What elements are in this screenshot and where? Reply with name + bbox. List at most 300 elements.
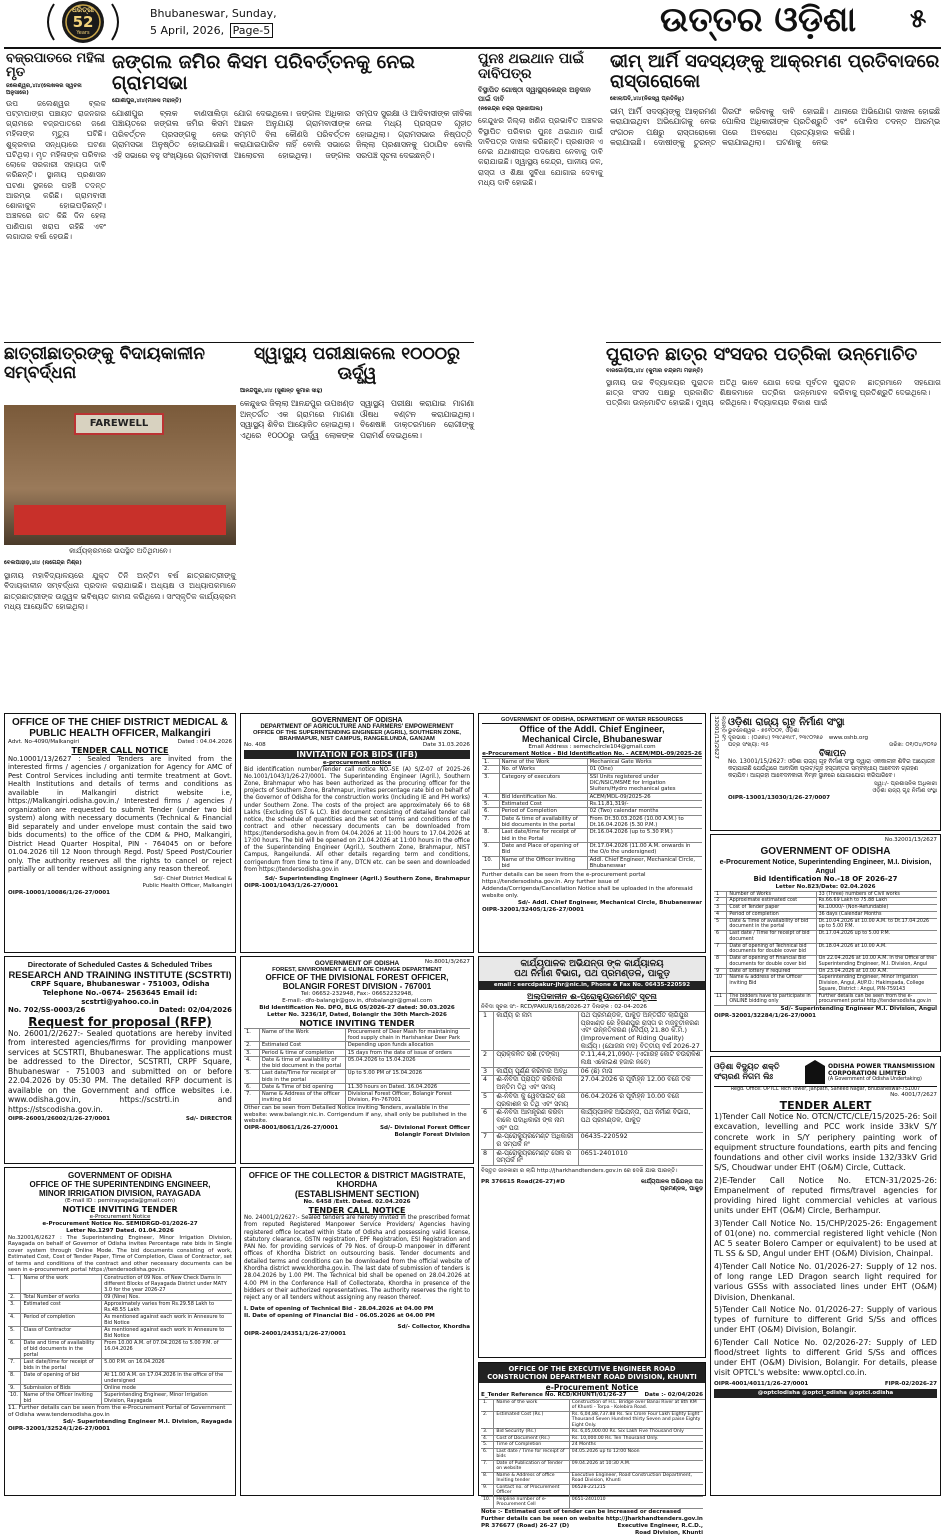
table-row [481,1133,703,1149]
notice-title: ଅଲ୍ପକାଳୀନ ଈ-ପ୍ରୋକ୍ୟୁରମେଣ୍ଟ ସୂଚନା [527,991,657,1001]
oipr-ref: OIPR-4001/4011/1/26-27/0001 [714,1380,809,1387]
story-forest-land [112,52,472,342]
photo-caption: କାର୍ଯ୍ୟକ୍ରମରେ ଉପସ୍ଥିତ ଅତିଥିମାନେ। [69,547,171,555]
oipr-ref: OIPR-32001/32284/1/26-27/0001 [714,1013,817,1020]
ad-pwd-pakur [478,956,706,1358]
table-cell: Contact no. of Procurement Officer [494,1485,569,1496]
table-cell: Name of the work [494,1400,569,1411]
ad-tel: Tel: 06652-232948, Fax:- 06652232948, [301,991,413,997]
table-cell: 09.04.2026 at 10:30 A.M. [571,1460,631,1466]
table-row [481,1109,703,1133]
table-row [8,1314,232,1327]
table-cell: 8 [714,956,727,968]
ad-gov: GOVERNMENT OF ODISHA [311,717,403,724]
table-cell: ଈ-ପ୍ରୋକ୍ୟୁରମେଣ୍ଟ ସେଲ ର ସମ୍ପର୍କ ନଂ [494,1150,578,1165]
table-row [481,1412,703,1430]
table-row [481,1497,703,1509]
tender-table [479,1011,705,1166]
table-cell: 7. [8,1359,21,1371]
notice-foot: ବିସ୍ତୃତ ଜାନକାରୀ ର ଲାଗି http://jharkhandtenders.gov.in ରେ ଦେଖି ଯାଇ ପାରନ୍ତି। [481,1168,678,1175]
table-cell: 06 (ଛ) ମାସ [580,1066,613,1075]
masthead-city-date: Bhubaneswar, Sunday, [150,7,277,20]
table-cell: 27.04.2026 ର ପୂର୍ବାହ୍ନ 12.00 ବଜେ ତକ [580,1075,691,1084]
signature: Sd/- DIRECTOR [185,1116,232,1123]
ad-phone: Telephone No.-0674- 2563645 Email id: scstrti@yahoo.co.in [42,988,198,1006]
notice-body: No. 24001/2/2627:- Sealed tenders are hereby invited in the prescribed format from reputed Registered Manpower Service Providers/ Agencies having registered office located within State of Odisha and possessing valid license, statutory clearance, GSTN registration, EPF Registration, ESI Registration and PAN No. for providing services of 79 Nos. of Group-D manpower in different offices of Khordha District on outsourcing basis. Tender documents and detailed terms and conditions can be downloaded from the official website of Khordha district www.khordha.gov.in. The last date of submission of tenders is 28.04.2026 by 1.00 PM. The Technical bid shall be opened on 28.04.2026 at 4.00 PM in the Conference Hall of Collectorate, Khordha in presence of the bidders or their authorized representatives. The authority reserves the right to reject any or all tenders without assigning any reason thereof. [244,1214,470,1302]
notice-body: No.10001/13/2627 : Sealed Tenders are invited from the interested firms / agencies / organization for Agency for AMC of Pest Control Services including anti termite treatment at Govt. Health Institutions and details of terms and conditions as available in Malkangiri district website i.e, https://Malkangiri.odisha.gov.in./ Interested firms / agencies / organization are requested to submit Tender (under two bid system) along with necessary documents (Technical & Financial Bid separately and under envelope must contain the said two bids documents) to the office of the CDM & PHO, Malkangiri, District Head Quarter Hospital, PIN - 764045 on or before 01.04.2026 till 12 Noon through Regd. Post/ Speed Post/Courier only. The authority reserves all the rights to cancel or reject partially or all tender without assigning any reason thereof. [8,754,232,874]
table-cell: Date & Time of bid opening [260,1084,346,1090]
masthead [0,0,945,44]
table-row [481,1473,703,1485]
oipr-ref: OIPR-8001/8061/1/26-27/0001 [244,1125,339,1132]
table-cell: Dt.18.04.2026 at 10.00 A.M. [818,943,887,949]
story-farewell [4,345,236,711]
oipr-ref: OIPR-32001/32524/1/26-27/0001 [8,1425,111,1432]
ad-scstrti [4,956,236,1164]
signature: Sd/- Addl. Chief Engineer, Mechanical Circle, Bhubaneswar [517,900,702,907]
table-cell: 7. [481,1461,494,1472]
bid-id: Bid Identification No. DFO, BLG 05/2026-27 dated: 30.03.2026 [259,1004,455,1011]
ad-rcd-khunti [478,1362,706,1536]
bid-id: e-Procurement Notice No. SEMIDRGD-01/2026-27 [42,1220,198,1227]
table-cell: Bid Security (Rs.) [494,1429,569,1435]
table-cell: 9. [8,1385,21,1391]
table-cell: As mentioned against each work in Annexure to Bid Notice [104,1326,225,1339]
masthead-rule [4,47,941,49]
table-row [8,1385,232,1392]
table-cell: Bid Identification No. [500,794,588,800]
ad-phone: ଦୂରଭାଷ : (୦୬୭୪) ୨୩୯୬୩୯୮, ୨୩୯୦୨୭୬ [728,734,823,741]
ad-office: OFFICE OF THE SUPERINTENDING ENGINEER (AGRIL), SOUTHERN ZONE, BRAHMAPUR, NIST CAMPUS, RANGEILUNDA, GANJAM [252,730,462,742]
tender-table [482,758,702,871]
farewell-banner: FAREWELL [74,413,164,435]
ad-no: No. 4001/7/2627 [890,1092,937,1098]
story-subhead: ବିସ୍ଥାପିତ ଗୋଷ୍ଠୀ ସ୍ୱାସ୍ଥ୍ୟକେନ୍ଦ୍ର ଅନୁଦାନ ପାଇଁ ଦାବି [478,85,591,103]
story-health-camp [240,345,474,711]
table-cell: Date of opening of bid [21,1372,102,1384]
table-cell: Name of the Work [260,1029,346,1041]
story-body: ସ୍ଥାନୀୟ ମହାବିଦ୍ୟାଳୟରେ ଯୁକ୍ତ ତିନି ଅନ୍ତିମ ବର୍ଷ ଛାତ୍ରଛାତ୍ରୀଙ୍କୁ ବିଦାୟକାଳୀନ ସମ୍ବର୍ଦ୍ଧନା ପ୍ରଦାନ କରାଯାଇଛି। ଅଧ୍ୟକ୍ଷ ଓ ଅଧ୍ୟାପକମାନେ ଛାତ୍ରଛାତ୍ରୀଙ୍କ ଉଜ୍ଜ୍ୱଳ ଭବିଷ୍ୟତ କାମନା କରିଥିଲେ। ସାଂସ୍କୃତିକ କାର୍ଯ୍ୟକ୍ରମ ମଧ୍ୟ ଆୟୋଜିତ ହୋଇଥିଲା। [4,571,236,611]
table-cell: Superintending Engineer, Minor Irrigation Division, Angul, At/P.O.: Hakimpada, College Square, District : Angul, PIN-759143 [818,975,925,992]
table-cell: 01 (One) [589,766,613,773]
table-cell: 5. [481,1442,494,1448]
section-title: ଉତ୍ତର ଓଡ଼ିଶା [660,0,857,40]
ad-title: PUBLIC HEALTH OFFICER, Malkangiri [29,728,211,739]
anniversary-badge [40,0,126,44]
letter-date: ତାରିଖ: ୦୧/୦୪/୨୦୨୬ [888,741,937,748]
table-row [714,919,937,932]
ad-web: www.oshb.org [828,734,869,741]
story-lightning [6,52,106,342]
ad-collector-khordha [240,1167,474,1496]
table-cell: No. of Works [500,766,588,772]
table-cell: 8. [8,1372,21,1384]
table-cell: 2 [714,898,727,904]
story-dateline: ଜଲେଶ୍ୱର,୪ା୪(ଲେଖକର ସ୍ୱଚନା ଅନୁସାରେ) [6,82,82,96]
tender-item: 1)Tender Call Notice No. OTCN/CTC/CLE/15/2025-26: Soil excavation, levelling and PCC work inside 33kV S/Y concrete work in S/Y periphery painting work of equipment structure foundations, earth pits and fencing foundations and other civil works inside 132/33kV Grid S/S, Choudwar under EHT (O&M) Circle, Cuttack. [714,1111,937,1173]
table-cell: 1 [481,1012,494,1050]
table-cell: 33 (Three) numbers of Civil works [818,891,900,897]
ad-title: OFFICE OF THE EXECUTIVE ENGINEER ROAD CONSTRUCTION DEPARTMENT ROAD DIVISION, KHUNTI [479,1363,705,1383]
table-cell: Name & address of the Officer inviting Bid [727,975,816,992]
story-body: ସ୍ଥାନୀୟ ଉଚ୍ଚ ବିଦ୍ୟାଳୟର ପୁରାତନ ଛାତ୍ର ସଂସଦ ପକ୍ଷରୁ ପ୍ରକାଶିତ ପତ୍ରିକା ଉନ୍ମୋଚିତ ହୋଇଛି। ମୁଖ୍ୟ ଅତିଥି ଭାବେ ଯୋଗ ଦେଇ ପୂର୍ବତନ ଶିକ୍ଷକମାନେ ପତ୍ରିକା ଉନ୍ମୋଚନ କରିଥିଲେ। ବିଦ୍ୟାଳୟର ବିକାଶ ପାଇଁ ପୁରାତନ ଛାତ୍ରମାନେ ସହଯୋଗ କରିବାକୁ ପ୍ରତିଶ୍ରୁତି ଦେଇଥିଲେ। [606,377,941,408]
ad-mi-rayagada [4,1167,236,1496]
table-cell: 06528-221215 [571,1484,606,1490]
table-cell: Construction of 09 Nos. of New Check Dams in different Blocks of Rayagada District under MATY 3.0 for the year 2026-27 [104,1274,227,1293]
table-cell: Date of lottery if required [727,969,816,975]
table-row [482,801,702,808]
table-cell: 0651-2401010 [571,1496,606,1502]
table-cell: 1. [8,1275,21,1293]
table-cell: Last date / Time for receipt of bids [494,1449,569,1460]
ad-title: BOLANGIR FOREST DIVISION - 767001 [282,982,432,991]
table-row [482,829,702,843]
table-row [482,794,702,801]
signature: Sd/- Collector, Khordha [397,1323,470,1330]
table-cell: 4. [8,1314,21,1326]
table-row [714,994,937,1007]
table-cell: Cost of Document (Rs.) [494,1436,569,1442]
table-cell: 3. [244,1050,260,1056]
table-cell: Addl. Chief Engineer, Mechanical Circle, Bhubaneswar [589,856,696,870]
table-cell: Dt.10.04.2026 at 10.00 A.M. to Dt.17.04.2026 up to 5.00 P.M. [818,918,930,930]
table-row [244,1057,470,1070]
table-cell: Total Number of works [21,1294,102,1300]
table-cell: Construction of H.L. Bridge over Banai River at 8th KM of Khunti - Torpa - Kolebira Road. [571,1399,697,1411]
table-cell: 7. [244,1091,260,1103]
table-cell: Name of the Officer inviting bid [500,857,588,870]
ad-dept: DEPARTMENT OF AGRICULTURE AND FARMERS' EMPOWERMENT [260,724,454,730]
signature: Sd/- Divisional Forest Officer Bolangir Forest Division [380,1125,470,1139]
table-cell: Approximately varies from Rs.29.58 Lakh to Rs.48.55 Lakh [104,1300,214,1313]
ad-title: OFFICE OF THE SUPERINTENDING ENGINEER, [29,1180,211,1189]
tender-item: 5)Tender Call Notice No. 01/2026-27: Supply of various types of furniture to different Grid S/Ss and offices under EHT (O&M) Division, Bolangir. [714,1304,937,1335]
table-cell: 1. [481,1400,494,1411]
tender-item: 4)Tender Call Notice No. 01/2026-27: Supply of 12 nos. of long range LED Dragon search light required for various GSSs with associated lines under EHT (O&M) Division, Dhenkanal. [714,1261,937,1302]
ad-email: email : eercdpakur-jhr@nic.in, Phone & Fax No. 06435-220592 [479,981,705,990]
table-cell: 9. [481,1485,494,1496]
badge-bottom: Years [76,30,90,36]
table-cell: Name of the Work [500,759,588,765]
table-cell: 5 [481,1093,494,1108]
bid-id: Bid Identification No.-18 OF 2026-27 [753,875,898,883]
story-headline: ସ୍ୱାସ୍ଥ୍ୟ ପରୀକ୍ଷାକଲେ ୧୦୦୦ରୁ ଊର୍ଦ୍ଧ୍ୱ [254,344,460,384]
table-cell: 15 days from the date of issue of orders [347,1049,452,1056]
table-cell: 9. [482,843,500,856]
table-cell: Name of the Officer inviting bid [21,1392,102,1404]
table-cell: କାର୍ଯ୍ୟ ର ନାମ [494,1012,578,1050]
tender-item: 6)Tender Call Notice No. 02/2026-27: Supply of LED flood/street lights to different Grid S/Ss and offices under EHT (O&M) Division, Bolangir. For details, please visit OPTCL's website: www.optcl.co.in. [714,1337,937,1378]
table-cell: Date of Publication of Tender on website [494,1461,569,1472]
story-dateline: ଆନନ୍ଦପୁର,୪ା୪ (ସୁଶାନ୍ତ କୁମାର ସାହୁ) [240,388,323,395]
ref-no: No.32001/13/2627 [884,837,937,843]
table-row [8,1301,232,1314]
table-cell: 2 [481,1051,494,1066]
table-row [481,1449,703,1461]
ad-email: (E-mail ID : pemirayagada@gmail.com) [64,1198,176,1204]
tender-no: ନିବିଦା ସୂଚନା ସଂ:- RCD/PAKUR/168/2026-27 ଦିନାଙ୍କ : 02-04-2026 [481,1003,647,1010]
table-cell: 04.05.2026 up to 12:00 Noon [571,1448,640,1454]
ad-no: No. 702/SS-0003/26 [8,1006,86,1015]
table-row [714,931,937,944]
optcl-odia-name: ସଂଚାରଣ ନିଗମ ଲିଃ [714,1072,774,1081]
table-row [482,808,702,815]
table-cell: Last date/time for receipt of bids in the portal [21,1359,102,1371]
ad-forest-bolangir [240,956,474,1164]
table-cell: 6 [481,1109,494,1132]
table-cell: 24 Months [571,1442,596,1448]
date-tech: I. Date of opening of Technical Bid - 28.04.2026 at 04.00 PM [244,1305,434,1312]
signature: Public Health Officer, Malkangiri [142,882,232,889]
table-cell: 36 days (Calendar Months [818,911,882,917]
story-headline: ଭୀମ୍ ଆର୍ମି ସଦସ୍ୟଙ୍କୁ ଆକ୍ରମଣ ପ୍ରତିବାଦରେ ରାସ୍ତାରୋକୋ [610,51,940,92]
ad-contact [728,735,937,742]
story-body: ଭୀମ୍ ଆର୍ମି ସଦସ୍ୟଙ୍କୁ ଆକ୍ରମଣ କରାଯାଇଥିବା ଅଭିଯୋଗକୁ ନେଇ ସଂଗଠନ ପକ୍ଷରୁ ରାସ୍ତାରୋକୋ କରାଯାଇଛି। ଦୋଷୀଙ୍କୁ ତୁରନ୍ତ ଗିରଫ କରିବାକୁ ଦାବି ହୋଇଛି। ପୋଲିସ ଅଧିକାରୀଙ୍କ ପ୍ରତିଶ୍ରୁତି ପରେ ଅବରୋଧ ପ୍ରତ୍ୟାହାର କରାଯାଇଥିଲା। ଘଟଣାକୁ ନେଇ ଥାନାରେ ଅଭିଯୋଗ ଦାଖଲ ହୋଇଛି ଏବଂ ପୋଲିସ ତଦନ୍ତ ଆରମ୍ଭ କରିଛି। [610,106,940,148]
table-cell: Last date / Time for receipt of bid document [727,931,816,943]
ad-gov: GOVERNMENT OF ODISHA [314,960,400,967]
table-cell: 7 [481,1133,494,1148]
tender-table [479,1399,705,1509]
story-headline: ପୁନଃ ଥଇଥାନ ପାଇଁ ଦାବିପତ୍ର [478,51,585,83]
letter-no: Letter No.823/Date: 02.04.2026 [775,883,876,890]
table-cell: Estimated Cost [500,801,588,807]
ad-email: Email Address : semechcircle104@gmail.com [528,744,656,750]
tender-list [714,1112,937,1379]
table-row [714,975,937,993]
table-cell: ଟ.11,44,21,090/- (ଏଗାରହ କୋଟି ଚଉରାଳିଶ ଲକ୍ଷ ଏକୋଇଶ ହଜାର ନବେ) [580,1050,701,1067]
story-road-block [610,52,940,342]
oipr-ref: OIPR-1001/1043/1/26-27/0001 [244,882,339,889]
story-dateline: (ନରେନ୍ଦ୍ର ଚନ୍ଦ୍ର ପ୍ରଜାପାଲ) [478,106,543,113]
ref-no: ଲାସନ୍ତି ନଂ: 32001/13/2627 [712,716,726,759]
table-cell: 2. [482,766,500,772]
table-row [482,759,702,766]
ad-title: RESEARCH AND TRAINING INSTITUTE (SCSTRTI) [8,969,232,980]
table-cell: ଈ-ପ୍ରୋକ୍ୟୁରମେଣ୍ଟ ଅଧିକାରୀ ର ସମ୍ପର୍କ ନଂ [494,1133,578,1148]
notice-title: e-Procurement Notice [545,1383,639,1392]
ad-dept: FOREST, ENVIRONMENT & CLIMATE CHANGE DEPARTMENT [272,967,442,973]
notice-foot: Further details can be seen from the e-procurement portal https://tendersodisha.gov.in. Any further issue of Addenda/Corrigenda/Cancellation Notice shall be uploaded in the aforesaid website only. [482,872,693,900]
ad-mi-angul [710,834,941,1052]
note: Note :- Estimated cost of tender can be increased or decreased [481,1508,681,1515]
notice-title: TENDER CALL NOTICE [71,745,169,755]
table-cell: 5. [244,1070,260,1082]
tender-table [8,1274,232,1405]
notice-foot: 11. Further details can be seen from the e-Procurement Portal of Government of Odisha www.tendersodisha.gov.in [8,1404,226,1418]
table-cell: Class of Contractor [21,1327,102,1339]
tender-ref: E_Tender Reference No. RCD/KHUNTI/01/26-27 [481,1392,627,1398]
oipr-ref: OIPR-24001/24351/1/26-27/0001 [244,1330,347,1337]
table-cell: 5. [482,801,500,807]
table-cell: 10. [481,1497,494,1508]
table-cell: Rs.10000/- (Non-Refundable) [818,905,889,911]
advt-no: Advt. No-4090/Malkangiri [8,739,80,745]
table-cell: Period of Completion [500,808,588,814]
table-cell: Rs. 6,05,000.00 Rs. Six Lakh Five Thousand Only [571,1429,684,1435]
note: Further details can be seen on website http://jharkhandtenders.gov.in [481,1515,703,1522]
table-row [8,1275,232,1294]
table-row [8,1340,232,1359]
ad-title: OFFICE OF THE DIVISIONAL FOREST OFFICER, [265,973,449,982]
table-cell: 3. [482,774,500,793]
table-cell: Helpline number of e-Procurement Cell [494,1497,569,1508]
table-row [714,905,937,912]
table-cell: Mechanical Gate Works [589,758,652,765]
social-handles: @optclodisha @optcl_odisha @optcl.odisha [714,1389,937,1398]
table-cell: 7. [482,816,500,829]
table-cell: 8 [481,1150,494,1165]
table-cell: Divisional Forest Officer, Bolangir Forest Division, Pin-767001 [347,1091,452,1104]
table-cell: କାର୍ଯ୍ୟପାଳକ ଅଭିଯନ୍ତା, ପଥ ନିର୍ମାଣ ବିଭାଗ, ପଥ ପ୍ରମଣ୍ଡଳ, ପାକୁଡ଼ [580,1108,691,1124]
pr-ref: PR 376677 (Road) 26-27 (D) [481,1522,570,1529]
table-cell: 1 [714,892,727,898]
notice-title: TENDER CALL NOTICE [308,1205,406,1215]
signature: କାର୍ଯ୍ୟପାଳକ ଅଭିଯନ୍ତା ପଥ ପ୍ରମଣ୍ଡଳ, ପାକୁଡ଼ [640,1179,703,1192]
ad-gov: GOVERNMENT OF ODISHA [760,846,891,857]
table-cell: 4 [481,1076,494,1091]
notice-title: NOTICE INVITING TENDER [62,1204,178,1214]
table-cell: Time of Completion [494,1442,569,1448]
table-cell: Further details can be seen from the e-procurement portal http://tendersodisha.gov.in [818,993,932,1005]
tender-date: Date :- 02/04/2026 [644,1392,703,1398]
table-row [244,1070,470,1083]
table-cell: Procurement of Deer Mash for maintaining food supply chain in Harishankar Deer Park [347,1028,460,1042]
table-cell: Last date/time for receipt of bid in the Portal [500,829,588,842]
table-cell: Depending upon funds allocation [347,1042,434,1049]
table-cell: Submission of Bids [21,1385,102,1391]
signature: Sd/- Chief District Medical & [153,875,232,882]
story-body: କେନ୍ଦୁଝର ଜିଲ୍ଲା ଆନନ୍ଦପୁର ଉପଖଣ୍ଡ ଅନ୍ତର୍ଗତ ଏକ ଗ୍ରାମରେ ମାଗଣା ସ୍ୱାସ୍ଥ୍ୟ ଶିବିର ଆୟୋଜିତ ହୋଇଥିଲା। ଏଥିରେ ୧୦୦୦ରୁ ଊର୍ଦ୍ଧ୍ୱ ଲୋକଙ୍କ ସ୍ୱାସ୍ଥ୍ୟ ପରୀକ୍ଷା କରାଯାଇ ମାଗଣା ଔଷଧ ବଣ୍ଟନ କରାଯାଇଥିଲା। ବିଶେଷଜ୍ଞ ଡାକ୍ତରମାନେ ରୋଗୀଙ୍କୁ ପରାମର୍ଶ ଦେଇଥିଲେ। [240,399,474,440]
table-cell: At 11.00 A.M. on 17.04.2026 in the office of the undersigned [104,1371,224,1384]
notice-title: ବିଜ୍ଞାପନ [819,748,846,759]
ad-title: Directorate of Scheduled Castes & Scheduled Tribes [27,960,213,969]
table-cell: 2. [8,1294,21,1300]
optcl-odia-name: ଓଡ଼ିଶା ବିଦ୍ୟୁତ ଶକ୍ତି [714,1062,780,1071]
table-cell: Date & time of availability of the bid document in the portal [260,1057,346,1069]
table-row [8,1359,232,1372]
table-cell: 4. [244,1057,260,1069]
ad-gov: GOVERNMENT OF ODISHA, DEPARTMENT OF WATER RESOURCES [482,717,702,724]
notice-body: No. 26001/2/2627:- Sealed quotations are hereby invited from interested agencies/firms for providing manpower services at SCSTRTI, Bhubaneswar. The applications must be addressed to the Director, SCSTRTI, CRPF Square, Bhubaneswar - 751003 and submitted on or before 22.04.2026 by 05:30 PM. The detailed RFP document is available on the Government and office websites i.e. www.odisha.gov.in, https://scstrti.in and https://stscodisha.gov.in. [8,1029,232,1114]
table-cell: Approximate estimated cost [727,898,816,904]
signature: ଓଡ଼ିଶା ରାଜ୍ୟ ଗୃହ ନିର୍ମାଣ ସଂସ୍ଥା [872,787,937,794]
ad-title: e-Procurement Notice, Superintending Engineer, M.I. Division, Angul [719,857,932,875]
table-row [481,1012,703,1051]
letter-no: ପତ୍ର ସଂଖ୍ୟା: ୩୫ [728,741,769,748]
bid-id: e-Procurement Notice - Bid Identification No. - ACEM/MDL-09/2025-26 [482,750,702,757]
ad-cdmo-malkangiri [4,713,236,953]
table-cell: 0651-2401010 [580,1148,628,1157]
table-cell: Last date/Time for receipt of bids in the portal [260,1070,346,1082]
ad-title: OFFICE OF THE CHIEF DISTRICT MEDICAL & [12,717,228,728]
table-cell: Date and Place of opening of Bid [500,843,588,856]
table-cell: 3 [714,905,727,911]
table-row [8,1392,232,1405]
ad-no: No. 6458 /Estt. Dated. 02.04.2026 [303,1199,411,1205]
table-cell: SSI Units registered under DIC/NSIC/MSME for Irrigation Sluiters/Hydro mechanical gates [589,773,676,793]
tender-item: 2)E-Tender Call Notice No. ETCN-31/2025-26: Empanelment of reputed firms/travel agencies for providing hired light commercial vehicles at various units under EHT (O&M) Circle, Berhampur. [714,1175,937,1216]
table-cell: 10 [714,975,727,992]
table-row [244,1091,470,1104]
story-dateline: ଝୋଲାପଦି,୪ା୪(ନିଜସ୍ୱ ପ୍ରତିନିଧି) [610,95,685,102]
table-row [244,1084,470,1091]
ad-optcl [710,1056,941,1496]
table-cell: Estimated cost [21,1301,102,1313]
table-row [8,1327,232,1340]
letter-no: Letter No.1297 Dated. 01.04.2026 [66,1227,174,1234]
table-cell: 1. [482,759,500,765]
table-cell: 7 [714,944,727,956]
notice-title: INVITATION FOR BIDS (IFB) [244,750,470,759]
table-cell: ପଥ ପ୍ରମଣ୍ଡଳ, ପାକୁଡ଼ ଅନ୍ତର୍ଗତ ଲାଗିପୁର ପ୍ରଖଣ୍ଡ ରେ ହିରଣପୁର ରାସ୍ତା ର ମଜବୁତୀକରଣ ଏବଂ ଉନ୍ନତିକରଣ (ଦୈର୍ଘ୍ୟ 21.80 କି.ମି.) (Improvement of Riding Quality) କାର୍ଯ୍ୟ। (ଯୋଜନା ମଦ) ବିତ୍ତୀୟ ବର୍ଷ 2026-27 [580,1010,700,1050]
table-cell: 5 [714,919,727,931]
optcl-name: CORPORATION LIMITED [828,1069,907,1077]
table-row [8,1372,232,1385]
tender-table [714,891,937,1007]
table-cell: Date & Time of availability of bid document in the portal [727,919,816,931]
table-cell: ACEM/MDL-09/2025-26 [589,793,651,800]
table-cell: କାର୍ଯ୍ୟ ପୂର୍ଣ୍ଣ କରିବାର ଅବଧି [494,1068,578,1076]
date-fin: II. Date of opening of Financial Bid - 06.05.2026 at 04.00 PM [244,1312,435,1319]
table-cell: 4 [714,912,727,918]
ref-no: No.8001/3/2627 [424,959,470,965]
table-cell: Dt.17.04.2026 (11.00 A.M. onwards in the O/o the undersigned) [589,843,691,856]
table-cell: 2. [481,1412,494,1429]
notice-title: NOTICE INVITING TENDER [299,1018,415,1028]
table-row [482,857,702,871]
table-cell: Date of opening of Technical bid documents for double cover bid [727,944,816,956]
notice-sub: e-Procurement Notice [89,1213,151,1220]
advt-date: Dated : 04.04.2026 [177,739,232,745]
masthead-date [150,24,273,37]
table-cell: 2. [244,1042,260,1048]
table-cell: 06.04.2026 ର ପୂର୍ବାହ୍ନ 10.00 ବଜେ [580,1091,680,1100]
table-cell: Estimated Cost [260,1042,346,1048]
tender-item: 3)Tender Call Notice No. 15/CHP/2025-26: Engagement of 01(one) no. commercial registered light vehicle (Non AC 5 seater Bolero Camper or equivalent) to be used at TL SS & SD, Angul under EHT (O&M) Division, Chainpal. [714,1218,937,1259]
table-cell: 4. [482,794,500,800]
ad-address: CRPF Square, Bhubaneswar - 751003, Odisha [30,980,210,988]
ad-title: କାର୍ଯ୍ୟପାଳକ ଅଭିଯନ୍ତା ଙ୍କ କାର୍ଯ୍ୟାଳୟ [520,959,664,969]
signature: Executive Engineer, R.C.D., Road Division, Khunti [617,1522,703,1536]
table-cell: 8. [481,1473,494,1484]
ad-date: Date 31.03.2026 [422,742,470,748]
table-cell: 3 [481,1068,494,1076]
table-cell: 10. [482,857,500,870]
table-cell: Rs.11,81,319/- [589,801,629,808]
table-cell: 10. [8,1392,21,1404]
table-cell: 8. [482,829,500,842]
table-cell: 1. [244,1029,260,1041]
oipr-ref: OIPR-26001/26002/1/26-27/0001 [8,1116,111,1123]
table-cell: Rs. 10,000.00 Rs. Ten Thousand Only. [571,1435,659,1441]
table-cell: The bidders have to participate in ONLINE bidding only [727,994,816,1006]
table-row [244,1050,470,1057]
signature: Sd/- Superintending Engineer M.I. Division, Rayagada [62,1418,232,1425]
table-cell: 5. [8,1327,21,1339]
rule [606,342,941,343]
ad-title: MINOR IRRIGATION DIVISION, RAYAGADA [39,1189,201,1198]
table-cell: Category of executors [500,774,588,793]
ad-title: ଓଡ଼ିଶା ରାଜ୍ୟ ଗୃହ ନିର୍ମାଣ ସଂସ୍ଥା [728,717,845,728]
story-dateline: ବେଲପାହାଡ଼,୪ା୪ (ନାଗେନ୍ଦ୍ର ମିଶ୍ର) [4,560,82,566]
table-cell: 3. [8,1301,21,1313]
table-row [481,1400,703,1412]
table-cell: 9 [714,969,727,975]
ad-address: ଭୁବନେଶ୍ୱର - ୭୫୧୦୦୧, ଓଡ଼ିଶା [728,728,799,734]
table-cell: As mentioned against each work in Annexure to Bid Notice [104,1313,225,1326]
table-cell: ଈ-ନିବିଦା ପ୍ରାପ୍ତ କରିବାର ଅନ୍ତିମ ତିଥି ଏବଂ ସମୟ [494,1076,578,1091]
table-row [481,1076,703,1092]
